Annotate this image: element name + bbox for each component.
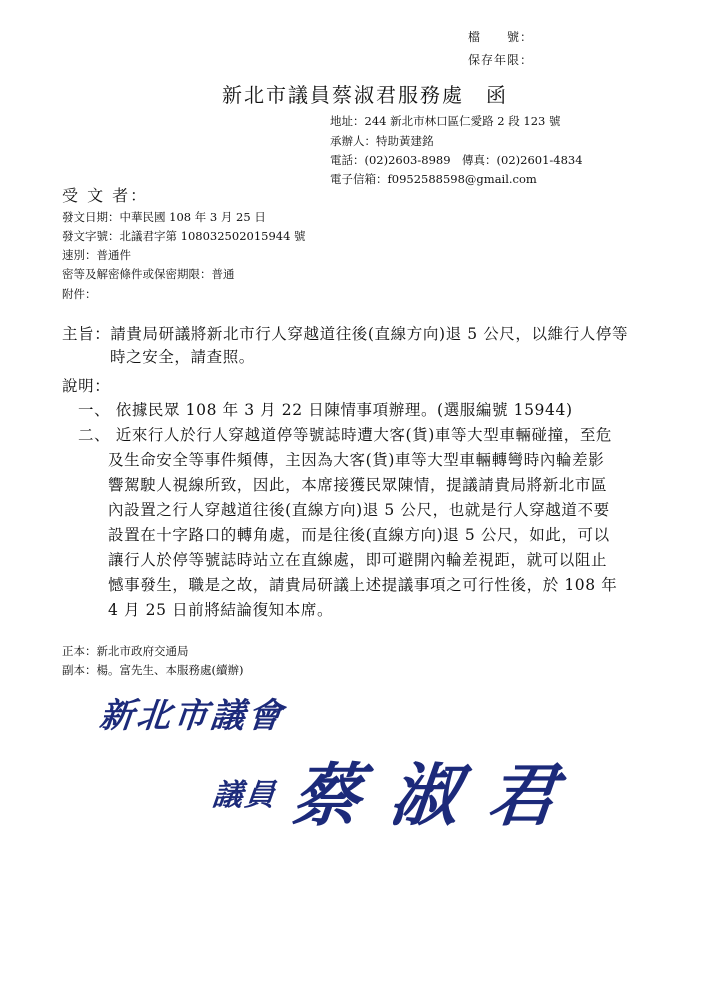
copy-recipient: 副本：楊。富先生、本服務處(續辦) xyxy=(62,663,244,677)
councilor-name-seal: 蔡淑君 xyxy=(288,756,591,836)
original-recipient: 正本：新北市政府交通局 xyxy=(62,644,189,658)
explanation-item-2-line: 響駕駛人視線所致，因此，本席接獲民眾陳情，提議請貴局將新北市區 xyxy=(108,476,608,494)
reference-number: 發文字號：北議君字第 108032502015944 號 xyxy=(62,229,306,243)
explanation-item-2-line: 二、 近來行人於行人穿越道停等號誌時遭大客(貨)車等大型車輛碰撞，至危 xyxy=(78,426,613,444)
explanation-label: 說明： xyxy=(62,377,111,395)
retention-label: 保存年限： xyxy=(468,53,534,67)
recipient-label: 受 文 者： xyxy=(62,186,149,205)
explanation-item-2-line: 內設置之行人穿越道往後(直線方向)退 5 公尺，也就是行人穿越道不要 xyxy=(108,501,610,519)
phone-fax: 電話：(02)2603-8989 傳真：(02)2601-4834 xyxy=(330,153,583,167)
council-seal-text: 新北市議會 xyxy=(97,696,287,736)
handler: 承辦人：特助黃建銘 xyxy=(330,134,434,148)
document-title: 新北市議員蔡淑君服務處 函 xyxy=(222,83,508,107)
subject-line-1: 主旨：請貴局研議將新北市行人穿越道往後(直線方向)退 5 公尺，以維行人停等 xyxy=(62,325,629,343)
explanation-item-2-line: 4 月 25 日前將結論復知本席。 xyxy=(108,601,334,619)
issue-date: 發文日期：中華民國 108 年 3 月 25 日 xyxy=(62,210,266,224)
speed-class: 速別：普通件 xyxy=(62,248,131,262)
councilor-title-seal: 議員 xyxy=(210,778,279,813)
explanation-item-2-line: 及生命安全等事件頻傳，主因為大客(貨)車等大型車輛轉彎時內輪差影 xyxy=(108,451,605,469)
explanation-item-2-line: 設置在十字路口的轉角處，而是往後(直線方向)退 5 公尺，如此，可以 xyxy=(108,526,610,544)
address: 地址：244 新北市林口區仁愛路 2 段 123 號 xyxy=(330,114,561,128)
explanation-item-2-line: 憾事發生，職是之故，請貴局研議上述提議事項之可行性後，於 108 年 xyxy=(108,576,618,594)
attachment-label: 附件： xyxy=(62,287,97,301)
explanation-item-2-line: 讓行人於停等號誌時站立在直線處，即可避開內輪差視距，就可以阻止 xyxy=(108,551,608,569)
security-level: 密等及解密條件或保密期限：普通 xyxy=(62,267,235,281)
file-number-label: 檔 號： xyxy=(468,30,534,44)
email: 電子信箱：f0952588598@gmail.com xyxy=(330,172,537,186)
explanation-item-1: 一、 依據民眾 108 年 3 月 22 日陳情事項辦理。(選服編號 15944) xyxy=(78,401,573,419)
subject-line-2: 時之安全，請查照。 xyxy=(110,348,255,366)
